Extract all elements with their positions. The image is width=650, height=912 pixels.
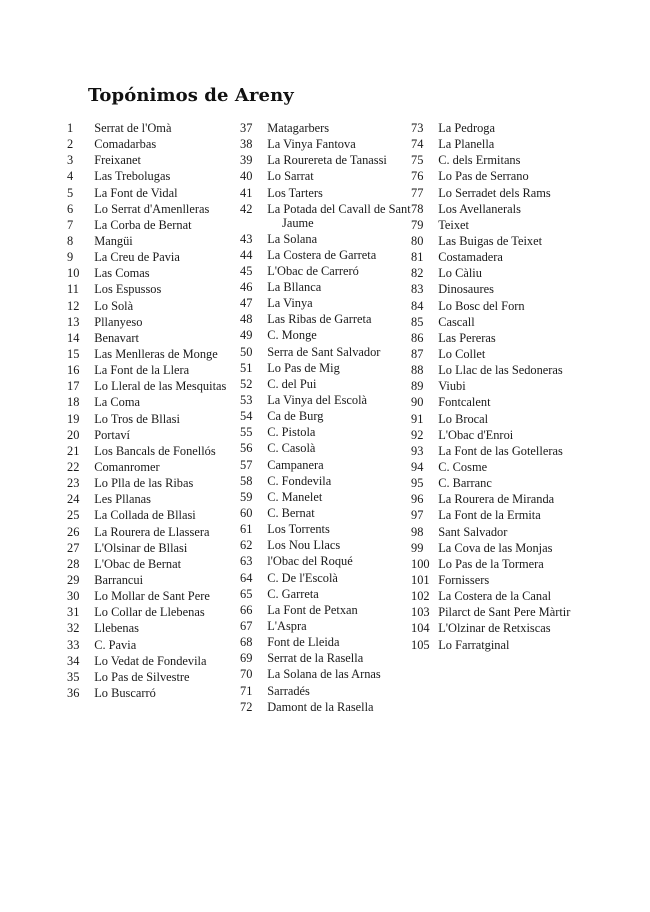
toponym-name: Lo Sarrat <box>267 169 314 184</box>
toponym-entry: 38 La Vinya Fantova <box>240 137 356 152</box>
toponym-entry: 57 Campanera <box>240 457 324 472</box>
toponym-entry: 75 C. dels Ermitans <box>411 153 521 168</box>
toponym-name: Lo Collet <box>438 346 486 361</box>
toponym-name: La Pedroga <box>438 121 495 135</box>
toponym-entry: 48 Las Ribas de Garreta <box>240 312 372 327</box>
toponym-entry: 28 L'Obac de Bernat <box>67 556 182 571</box>
toponym-entry: 102 La Costera de la Canal <box>411 589 552 604</box>
toponym-name: La Costera de Garreta <box>267 247 377 262</box>
toponym-entry: 17 Lo Lleral de las Mesquitas <box>67 379 227 394</box>
toponym-name: C. Manelet <box>267 489 323 504</box>
toponym-entry: 100 Lo Pas de la Tormera <box>411 556 544 571</box>
toponym-name: La Font de Vidal <box>94 185 178 200</box>
toponym-name: La Solana <box>267 231 318 246</box>
toponym-name: La Cova de las Monjas <box>438 540 553 555</box>
toponym-entry: 23 Lo Plla de las Ribas <box>67 476 194 491</box>
toponym-name: C. Cosme <box>438 459 488 474</box>
toponym-name: Lo Farratginal <box>438 637 510 652</box>
toponym-entry: 98 Sant Salvador <box>411 524 508 539</box>
toponym-entry: 26 La Rourera de Llassera <box>67 524 210 539</box>
toponym-entry: 30 Lo Mollar de Sant Pere <box>67 589 210 604</box>
toponym-entry: 51 Lo Pas de Mig <box>240 360 340 375</box>
toponym-name: Portaví <box>94 427 130 442</box>
toponym-name: Barrancui <box>94 572 144 587</box>
toponym-entry: 54 Ca de Burg <box>240 409 324 424</box>
toponym-name: Lo Solà <box>94 298 134 313</box>
toponym-name: Ca de Burg <box>267 409 324 424</box>
toponym-name: Los Bancals de Fonellós <box>94 443 216 458</box>
toponym-entry: 70 La Solana de las Arnas <box>240 667 381 682</box>
toponym-entry: 39 La Rourereta de Tanassi <box>240 153 387 168</box>
toponym-name: Los Torrents <box>267 522 330 537</box>
toponym-name: Las Comas <box>94 266 150 281</box>
toponym-name: La Vinya <box>267 296 313 311</box>
toponym-entry: 49 C. Monge <box>240 328 317 343</box>
toponym-name: La Coma <box>94 395 140 410</box>
toponym-entry: 88 Lo Llac de las Sedoneras <box>411 363 563 378</box>
toponym-name: Lo Brocal <box>438 411 489 426</box>
toponym-name: Matagarbers <box>267 121 330 135</box>
toponym-entry: 104 L'Olzinar de Retxiscas <box>411 621 551 636</box>
toponym-entry: 59 C. Manelet <box>240 489 323 504</box>
toponym-entry: 87 Lo Collet <box>411 346 486 361</box>
toponym-entry: 97 La Font de la Ermita <box>411 508 541 523</box>
toponym-name: Benavart <box>94 330 139 345</box>
toponym-name: C. Fondevila <box>267 473 332 488</box>
toponym-name: La Costera de la Canal <box>438 589 552 604</box>
toponym-name: C. De l'Escolà <box>267 570 338 585</box>
toponym-entry: 86 Las Pereras <box>411 330 496 345</box>
toponym-name: La Font de las Gotelleras <box>438 443 563 458</box>
toponym-entry: 8 Mangüi <box>67 233 133 248</box>
toponym-entry: 29 Barrancui <box>67 572 144 587</box>
toponym-entry: 52 C. del Pui <box>240 376 317 391</box>
toponym-name: Las Pereras <box>438 330 496 345</box>
toponym-entry: 62 Los Nou Llacs <box>240 538 341 553</box>
toponym-name: Campanera <box>267 457 324 472</box>
toponym-name: Fontcalent <box>438 395 491 410</box>
toponym-entry: 81 Costamadera <box>411 250 503 265</box>
toponym-entry: 64 C. De l'Escolà <box>240 570 338 585</box>
toponym-name: L'Olzinar de Retxiscas <box>438 621 551 636</box>
toponym-column-3 <box>411 121 592 655</box>
toponym-name: Lo Plla de las Ribas <box>94 476 194 491</box>
toponym-entry: 82 Lo Càliu <box>411 266 482 281</box>
toponym-entry: 58 C. Fondevila <box>240 473 332 488</box>
toponym-entry: 96 La Rourera de Miranda <box>411 492 555 507</box>
toponym-entry: 105 Lo Farratginal <box>411 637 510 652</box>
toponym-entry: 34 Lo Vedat de Fondevila <box>67 653 207 668</box>
toponym-name: L'Obac d'Enroi <box>438 427 514 442</box>
toponym-entry: 89 Viubi <box>411 379 466 394</box>
toponym-name: La Font de la Ermita <box>438 508 541 523</box>
toponym-entry: 63 l'Obac del Roqué <box>240 554 353 569</box>
toponym-entry: 25 La Collada de Bllasi <box>67 508 196 523</box>
toponym-name: La Rourera de Llassera <box>94 524 210 539</box>
toponym-entry: 69 Serrat de la Rasella <box>240 651 364 666</box>
toponym-entry: 21 Los Bancals de Fonellós <box>67 443 216 458</box>
toponym-name: La Rourereta de Tanassi <box>267 153 387 168</box>
toponym-name: Lo Mollar de Sant Pere <box>94 589 210 604</box>
toponym-name: Les Pllanas <box>94 492 151 507</box>
toponym-name: L'Aspra <box>267 619 307 634</box>
toponym-name: Comadarbas <box>94 137 157 152</box>
toponym-name: C. Garreta <box>267 586 319 601</box>
toponym-entry: 19 Lo Tros de Bllasi <box>67 411 180 426</box>
toponym-name: Los Avellanerals <box>438 201 521 216</box>
toponym-name: C. Casolà <box>267 441 316 456</box>
toponym-name: Freixanet <box>94 153 141 168</box>
toponym-name: Viubi <box>438 379 466 394</box>
toponym-entry: 33 C. Pavia <box>67 637 137 652</box>
toponym-name: La Creu de Pavia <box>94 250 180 265</box>
page-title: Topónimos de Areny <box>88 85 294 106</box>
toponym-name: Lo Llac de las Sedoneras <box>438 363 563 378</box>
toponym-name: Font de Lleida <box>267 635 340 650</box>
toponym-entry: 83 Dinosaures <box>411 282 494 297</box>
toponym-entry: 2 Comadarbas <box>67 137 157 152</box>
toponym-name: L'Olsinar de Bllasi <box>94 540 188 555</box>
toponym-name: Costamadera <box>438 250 503 265</box>
toponym-entry: 31 Lo Collar de Llebenas <box>67 605 205 620</box>
toponym-entry: 95 C. Barranc <box>411 476 492 491</box>
toponym-name: Lo Pas de Mig <box>267 360 340 375</box>
toponym-entry: 101 Fornissers <box>411 572 490 587</box>
toponym-entry: 14 Benavart <box>67 330 139 345</box>
toponym-name: Teixet <box>438 217 469 232</box>
toponym-name: La Bllanca <box>267 280 322 295</box>
toponym-entry: 27 L'Olsinar de Bllasi <box>67 540 188 555</box>
toponym-column-2 <box>240 121 421 717</box>
toponym-name: Pilarct de Sant Pere Màrtir <box>438 605 571 620</box>
toponym-entry: 55 C. Pistola <box>240 425 316 440</box>
toponym-name: La Vinya Fantova <box>267 137 356 152</box>
toponym-name: Las Buigas de Teixet <box>438 233 543 248</box>
toponym-entry: 103 Pilarct de Sant Pere Màrtir <box>411 605 571 620</box>
toponym-entry: 76 Lo Pas de Serrano <box>411 169 529 184</box>
toponym-entry: 60 C. Bernat <box>240 506 315 521</box>
toponym-name: Lo Tros de Bllasi <box>94 411 180 426</box>
toponym-entry: 10 Las Comas <box>67 266 150 281</box>
toponym-entry: 36 Lo Buscarró <box>67 685 156 700</box>
toponym-entry: 68 Font de Lleida <box>240 635 340 650</box>
toponym-name: Serrat de la Rasella <box>267 651 364 666</box>
toponym-name: Los Tarters <box>267 185 323 200</box>
toponym-name: Dinosaures <box>438 282 494 297</box>
toponym-entry: 35 Lo Pas de Silvestre <box>67 669 190 684</box>
toponym-name: Lo Vedat de Fondevila <box>94 653 207 668</box>
toponym-name: Las Trebolugas <box>94 169 171 184</box>
toponym-name: C. Bernat <box>267 506 315 521</box>
toponym-entry: 7 La Corba de Bernat <box>67 217 192 232</box>
toponym-entry: 6 Lo Serrat d'Amenlleras <box>67 201 210 216</box>
toponym-name: Lo Collar de Llebenas <box>94 605 205 620</box>
toponym-entry: 32 Llebenas <box>67 621 139 636</box>
toponym-name: Comanromer <box>94 459 160 474</box>
toponym-entry: 5 La Font de Vidal <box>67 185 178 200</box>
toponym-entry: 73 La Pedroga <box>411 121 495 135</box>
toponym-entry: 15 Las Menlleras de Monge <box>67 346 218 361</box>
toponym-entry: 42 La Potada del Cavall de Sant Jaume <box>240 201 411 230</box>
toponym-name: C. Pavia <box>94 637 137 652</box>
toponym-entry: 65 C. Garreta <box>240 586 319 601</box>
toponym-name: Lo Lleral de las Mesquitas <box>94 379 227 394</box>
toponym-entry: 46 La Bllanca <box>240 280 322 295</box>
toponym-entry: 91 Lo Brocal <box>411 411 489 426</box>
toponym-name: Lo Serradet dels Rams <box>438 185 551 200</box>
toponym-name: Los Espussos <box>94 282 162 297</box>
toponym-entry: 94 C. Cosme <box>411 459 488 474</box>
toponym-name: Pllanyeso <box>94 314 143 329</box>
toponym-name: Las Menlleras de Monge <box>94 346 218 361</box>
toponym-entry: 22 Comanromer <box>67 459 160 474</box>
toponym-name: C. Monge <box>267 328 317 343</box>
toponym-entry: 71 Sarradés <box>240 683 310 698</box>
toponym-name: Damont de la Rasella <box>267 699 374 714</box>
toponym-name: Serrat de l'Omà <box>94 121 172 135</box>
toponym-entry: 9 La Creu de Pavia <box>67 250 180 265</box>
toponym-entry: 3 Freixanet <box>67 153 141 168</box>
toponym-name: Sant Salvador <box>438 524 508 539</box>
toponym-entry: 45 L'Obac de Carreró <box>240 263 359 278</box>
toponym-name: La Vinya del Escolà <box>267 393 368 408</box>
toponym-name: C. Barranc <box>438 476 492 491</box>
toponym-name: l'Obac del Roqué <box>267 554 353 569</box>
toponym-name: La Collada de Bllasi <box>94 508 196 523</box>
toponym-name: Los Nou Llacs <box>267 538 341 553</box>
toponym-entry: 56 C. Casolà <box>240 441 316 456</box>
toponym-entry: 53 La Vinya del Escolà <box>240 393 368 408</box>
toponym-name: C. Pistola <box>267 425 316 440</box>
toponym-name: C. dels Ermitans <box>438 153 521 168</box>
toponym-name: Llebenas <box>94 621 139 636</box>
toponym-entry: 79 Teixet <box>411 217 469 232</box>
toponym-entry: 40 Lo Sarrat <box>240 169 314 184</box>
toponym-entry: 41 Los Tarters <box>240 185 323 200</box>
toponym-name: Sarradés <box>267 683 310 698</box>
toponym-entry: 12 Lo Solà <box>67 298 134 313</box>
toponym-entry: 47 La Vinya <box>240 296 313 311</box>
toponym-column-1 <box>67 121 253 703</box>
toponym-name: La Rourera de Miranda <box>438 492 555 507</box>
toponym-entry: 99 La Cova de las Monjas <box>411 540 553 555</box>
toponym-name: Cascall <box>438 314 475 329</box>
toponym-entry: 11 Los Espussos <box>67 282 162 297</box>
toponym-entry: 67 L'Aspra <box>240 619 307 634</box>
toponym-entry: 72 Damont de la Rasella <box>240 699 374 714</box>
toponym-entry: 37 Matagarbers <box>240 121 330 135</box>
toponym-entry: 18 La Coma <box>67 395 140 410</box>
toponym-entry: 16 La Font de la Llera <box>67 363 190 378</box>
toponym-entry: 84 Lo Bosc del Forn <box>411 298 525 313</box>
toponym-entry: 77 Lo Serradet dels Rams <box>411 185 551 200</box>
toponym-name: La Font de Petxan <box>267 602 358 617</box>
toponym-entry: 4 Las Trebolugas <box>67 169 171 184</box>
toponym-entry: 80 Las Buigas de Teixet <box>411 233 543 248</box>
toponym-name: L'Obac de Carreró <box>267 263 359 278</box>
toponym-name: Lo Bosc del Forn <box>438 298 525 313</box>
toponym-entry: 93 La Font de las Gotelleras <box>411 443 563 458</box>
toponym-name: La Planella <box>438 137 495 152</box>
toponym-entry: 92 L'Obac d'Enroi <box>411 427 514 442</box>
toponym-name: L'Obac de Bernat <box>94 556 182 571</box>
toponym-name: Lo Pas de Serrano <box>438 169 529 184</box>
toponym-name: Lo Buscarró <box>94 685 156 700</box>
toponym-entry: 44 La Costera de Garreta <box>240 247 377 262</box>
toponym-name: La Solana de las Arnas <box>267 667 381 682</box>
toponym-entry: 61 Los Torrents <box>240 522 330 537</box>
toponym-name: La Font de la Llera <box>94 363 190 378</box>
toponym-name: La Corba de Bernat <box>94 217 192 232</box>
toponym-entry: 90 Fontcalent <box>411 395 491 410</box>
toponym-entry: 78 Los Avellanerals <box>411 201 521 216</box>
toponym-entry: 20 Portaví <box>67 427 130 442</box>
toponym-entry: 13 Pllanyeso <box>67 314 143 329</box>
toponym-entry: 66 La Font de Petxan <box>240 602 358 617</box>
toponym-entry: 74 La Planella <box>411 137 495 152</box>
toponym-name: C. del Pui <box>267 376 317 391</box>
toponym-name: Serra de Sant Salvador <box>267 344 381 359</box>
toponym-name: Lo Pas de la Tormera <box>438 556 544 571</box>
toponym-name: Lo Serrat d'Amenlleras <box>94 201 210 216</box>
toponym-entry: 43 La Solana <box>240 231 318 246</box>
toponym-name: Las Ribas de Garreta <box>267 312 372 327</box>
toponym-name: Fornissers <box>438 572 490 587</box>
toponym-entry: 24 Les Pllanas <box>67 492 151 507</box>
toponym-name: La Potada del Cavall de Sant Jaume <box>267 201 411 230</box>
toponym-entry: 50 Serra de Sant Salvador <box>240 344 381 359</box>
toponym-entry: 85 Cascall <box>411 314 475 329</box>
toponym-name: Lo Càliu <box>438 266 482 281</box>
toponym-entry: 1 Serrat de l'Omà <box>67 121 172 135</box>
toponym-name: Mangüi <box>94 233 133 248</box>
toponym-name: Lo Pas de Silvestre <box>94 669 190 684</box>
